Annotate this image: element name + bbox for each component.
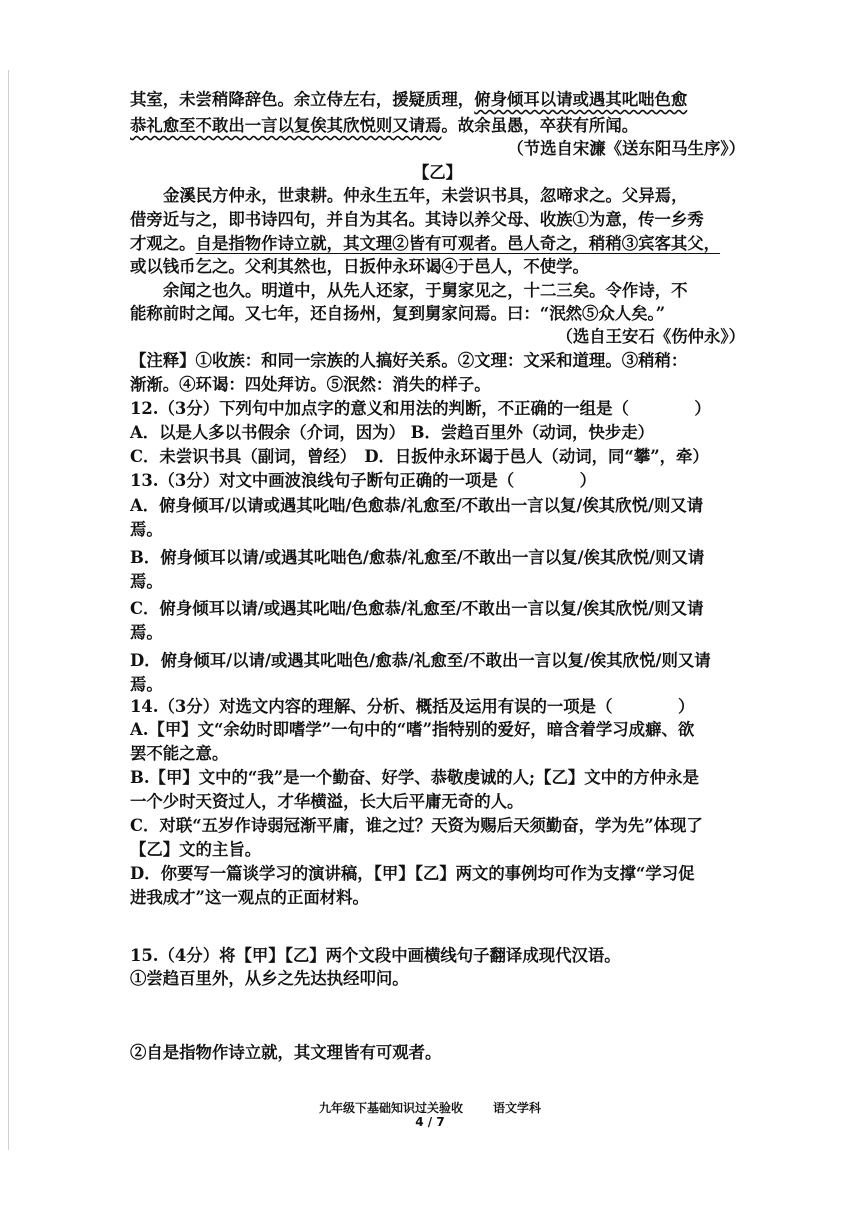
footer-page-number: 4 / 7 — [415, 1115, 445, 1129]
wavy-underlined-sentence: 恭礼愈至不敢出一言以复俟其欣悦则又请焉 — [130, 116, 442, 135]
text-span: 其室，未尝稍降辞色。余立侍左右，援疑质理， — [130, 90, 475, 109]
q13-option-c-cont: 焉。 — [130, 623, 163, 642]
text-span: 。故余虽愚，卒获有所闻。 — [441, 116, 639, 135]
q14-option-c-cont: 【乙】文的主旨。 — [130, 840, 262, 859]
q14-option-c: C．对联“五岁作诗弱冠渐平庸，谁之过？天资为赐后天须勤奋，学为先”体现了 — [130, 816, 703, 835]
page-edge-line — [8, 70, 9, 1150]
q13-option-a: A．俯身倾耳/以请或遇其叱咄/色愈恭/礼愈至/不敢出一言以复/俟其欣悦/则又请 — [130, 496, 704, 515]
notes-line: 【注释】①收族：和同一宗族的人搞好关系。②文理：文采和道理。③稍稍： — [130, 351, 688, 370]
q13-option-d: D．俯身倾耳/以请/或遇其叱咄色/愈恭/礼愈至/不敢出一言以复/俟其欣悦/则又请 — [130, 651, 711, 670]
q13-option-c: C．俯身倾耳以请/或遇其叱咄/色愈恭/礼愈至/不敢出一言以复/俟其欣悦/则又请 — [130, 599, 704, 618]
wavy-underlined-sentence: 俯身倾耳以请或遇其叱咄色愈 — [474, 90, 688, 109]
passage-yi-line: 能称前时之闻。又七年，还自扬州，复到舅家问焉。曰：“泯然⑤众人矣。” — [130, 304, 666, 323]
q15-sentence-2: ②自是指物作诗立就，其文理皆有可观者。 — [130, 1043, 442, 1062]
passage-jia-line-1 — [130, 87, 745, 113]
footer-subject: 语文学科 — [493, 1101, 542, 1115]
q12-stem: 12.（3分）下列句中加点字的意义和用法的判断，不正确的一组是（ ） — [130, 399, 711, 418]
q14-option-d: D．你要写一篇谈学习的演讲稿，【甲】【乙】两文的事例均可作为支撑“学习促 — [130, 864, 695, 883]
q14-stem: 14.（3分）对选文内容的理解、分析、概括及运用有误的一项是（ ） — [130, 697, 695, 716]
footer-title-row — [0, 1099, 860, 1116]
q13-option-d-cont: 焉。 — [130, 675, 163, 694]
q12-options-cd: C．未尝识书具（副词，曾经） D．日扳仲永环谒于邑人（动词，同“攀”，牵） — [130, 447, 709, 466]
passage-yi-line: 余闻之也久。明道中，从先人还家，于舅家见之，十二三矣。令作诗，不 — [163, 281, 688, 300]
passage-yi-line: 金溪民方仲永，世隶耕。仲永生五年，未尝识书具，忽啼求之。父异焉， — [163, 186, 688, 205]
q15-stem: 15.（4分）将【甲】【乙】两个文段中画横线句子翻译成现代汉语。 — [130, 946, 621, 965]
q14-option-a-cont: 罢不能之意。 — [130, 744, 229, 763]
passage-yi-line: 借旁近与之，即书诗四句，并自为其名。其诗以养父母、收族①为意，传一乡秀 — [130, 210, 704, 229]
passage-jia-source: （节选自宋濂《送东阳马生序》） — [507, 139, 745, 158]
passage-yi-source: （选自王安石《伤仲永》） — [556, 327, 745, 346]
q14-option-b-cont: 一个少时天资过人，才华横溢，长大后平庸无奇的人。 — [130, 792, 524, 811]
q13-option-b: B．俯身倾耳以请/或遇其叱咄色/愈恭/礼愈至/不敢出一言以复/俟其欣悦/则又请 — [130, 548, 705, 567]
q13-option-a-cont: 焉。 — [130, 520, 163, 539]
q15-sentence-1: ①尝趋百里外，从乡之先达执经叩问。 — [130, 969, 409, 988]
q14-option-b: B.【甲】文中的“我”是一个勤奋、好学、恭敬虔诚的人;【乙】文中的方仲永是 — [130, 768, 699, 787]
passage-yi-line: 或以钱币乞之。父利其然也，日扳仲永环谒④于邑人，不使学。 — [130, 257, 589, 276]
passage-yi-heading: 【乙】 — [412, 163, 463, 182]
q14-option-a: A.【甲】文“余幼时即嗜学”一句中的“嗜”指特别的爱好，暗含着学习成癖、欲 — [130, 720, 695, 739]
text-span: 。邑人奇之，稍稍③宾客其父， — [490, 234, 721, 253]
footer-title: 九年级下基础知识过关验收 — [318, 1101, 463, 1115]
underlined-sentence: 自是指物作诗立就，其文理②皆有可观者 — [195, 234, 491, 253]
q13-option-b-cont: 焉。 — [130, 572, 163, 591]
q13-stem: 13.（3分）对文中画波浪线句子断句正确的一项是（ ） — [130, 471, 597, 490]
notes-line: 渐渐。④环谒：四处拜访。⑤泯然：消失的样子。 — [130, 375, 491, 394]
q14-option-d-cont: 进我成才”这一观点的正面材料。 — [130, 888, 369, 907]
text-span: 才观之。 — [130, 234, 196, 253]
q12-options-ab: A．以是人多以书假余（介词，因为） B．尝趋百里外（动词，快步走） — [130, 423, 654, 442]
